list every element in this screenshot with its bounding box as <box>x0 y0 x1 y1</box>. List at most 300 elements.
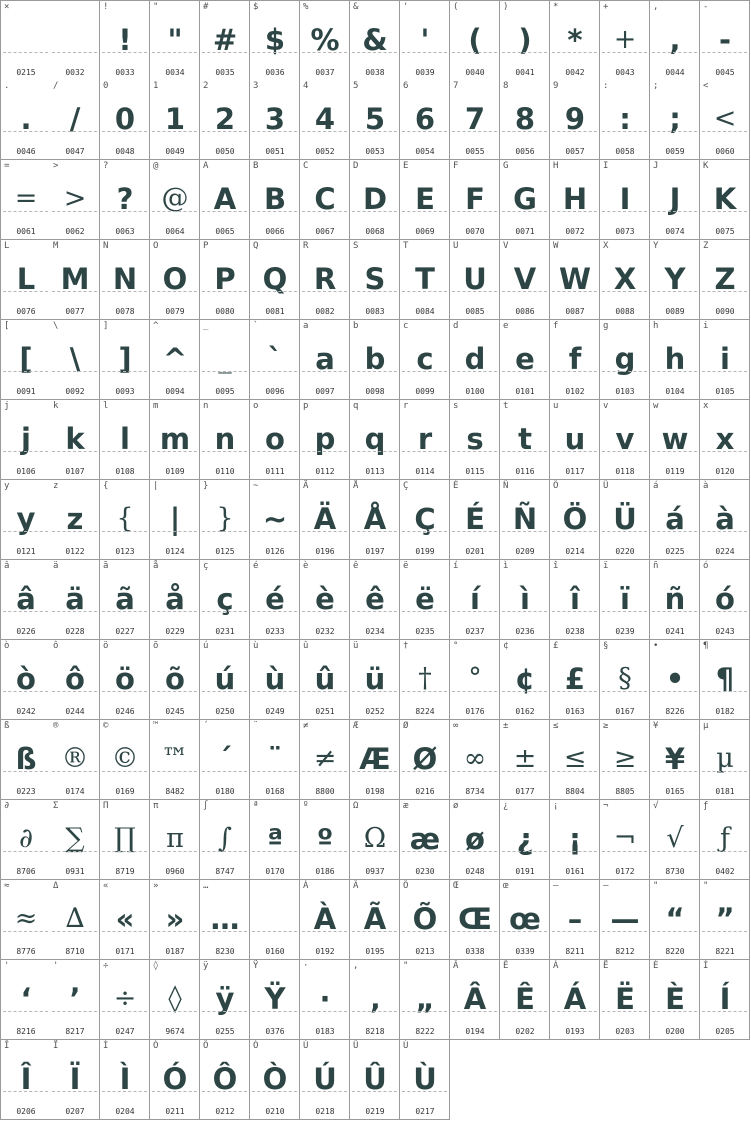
glyph-cell <box>650 880 700 960</box>
glyph-cell <box>450 240 500 320</box>
glyph-sample: K <box>713 182 737 216</box>
glyph-cell <box>300 80 350 160</box>
glyph-sample: X <box>613 262 637 296</box>
char-code: 0036 <box>265 68 285 77</box>
glyph-sample: , <box>669 23 681 57</box>
glyph-sample: å <box>165 582 185 616</box>
glyph-sample: 6 <box>414 102 436 136</box>
char-code: 0198 <box>365 787 385 796</box>
glyph-label: ¥ <box>653 721 659 731</box>
baseline-guide <box>102 611 147 612</box>
char-code: 0060 <box>715 147 735 156</box>
baseline-guide <box>552 691 597 692</box>
char-code: 0071 <box>515 227 535 236</box>
char-code: 0113 <box>365 467 385 476</box>
glyph-sample: ó <box>715 582 735 616</box>
glyph-sample: ÿ <box>215 982 235 1016</box>
glyph-cell <box>600 480 650 560</box>
glyph-label: M <box>53 241 59 251</box>
char-code: 0096 <box>265 387 285 396</box>
glyph-cell <box>600 560 650 640</box>
glyph-label: # <box>203 2 209 12</box>
glyph-label: O <box>153 241 159 251</box>
baseline-guide <box>552 851 597 852</box>
glyph-cell <box>50 480 100 560</box>
glyph-label: I <box>603 161 609 171</box>
char-code: 0167 <box>615 707 635 716</box>
glyph-label: N <box>103 241 109 251</box>
baseline-guide <box>302 851 347 852</box>
char-code: 0376 <box>265 1027 285 1036</box>
glyph-label: > <box>53 161 59 171</box>
glyph-sample: π <box>166 823 184 854</box>
baseline-guide <box>452 611 497 612</box>
glyph-cell <box>0 240 51 320</box>
char-code: 0207 <box>65 1107 85 1116</box>
glyph-sample: ∆ <box>65 903 85 934</box>
glyph-sample: z <box>66 502 84 536</box>
char-code: 8747 <box>215 867 235 876</box>
glyph-cell <box>150 720 200 800</box>
char-code: 8217 <box>65 1027 85 1036</box>
glyph-cell <box>650 560 700 640</box>
glyph-sample: Ì <box>119 1062 131 1096</box>
glyph-cell <box>650 80 700 160</box>
char-code: 0160 <box>265 947 285 956</box>
glyph-sample: õ <box>165 662 185 696</box>
baseline-guide <box>402 531 447 532</box>
glyph-label: ∫ <box>203 801 209 811</box>
glyph-sample: ! <box>118 23 132 57</box>
glyph-cell <box>400 320 450 400</box>
glyph-sample: … <box>210 902 240 936</box>
baseline-guide <box>702 611 747 612</box>
char-code: 0085 <box>465 307 485 316</box>
char-code: 0104 <box>665 387 685 396</box>
glyph-cell <box>550 720 600 800</box>
glyph-cell <box>550 160 600 240</box>
glyph-label: ã <box>103 561 109 571</box>
baseline-guide <box>3 691 48 692</box>
baseline-guide <box>3 291 48 292</box>
char-code: 0094 <box>165 387 185 396</box>
glyph-label: Y <box>653 241 659 251</box>
char-code: 0120 <box>715 467 735 476</box>
baseline-guide <box>302 371 347 372</box>
glyph-sample: Í <box>719 982 731 1016</box>
glyph-cell <box>0 80 51 160</box>
glyph-label: h <box>653 321 659 331</box>
glyph-sample: ü <box>364 662 386 696</box>
glyph-cell <box>150 800 200 880</box>
glyph-cell <box>500 80 550 160</box>
baseline-guide <box>202 1091 247 1092</box>
glyph-cell <box>200 240 250 320</box>
glyph-sample: V <box>513 262 537 296</box>
glyph-sample: æ <box>409 822 441 856</box>
baseline-guide <box>252 371 297 372</box>
baseline-guide <box>502 691 547 692</box>
glyph-cell <box>350 560 400 640</box>
glyph-label: ! <box>103 2 109 12</box>
baseline-guide <box>702 211 747 212</box>
baseline-guide <box>102 931 147 932</box>
glyph-sample: > <box>63 183 87 214</box>
glyph-cell <box>100 960 150 1040</box>
glyph-sample: Ò <box>262 1062 288 1096</box>
glyph-label: Â <box>453 961 459 971</box>
glyph-label: f <box>553 321 559 331</box>
char-code: 0232 <box>315 627 335 636</box>
glyph-cell <box>400 480 450 560</box>
glyph-label: ≈ <box>4 881 10 891</box>
char-code: 0176 <box>465 707 485 716</box>
baseline-guide <box>302 451 347 452</box>
glyph-cell <box>650 240 700 320</box>
glyph-label: W <box>553 241 559 251</box>
glyph-cell <box>350 400 400 480</box>
glyph-label: m <box>153 401 159 411</box>
baseline-guide <box>702 851 747 852</box>
baseline-guide <box>52 131 97 132</box>
char-code: 0196 <box>315 547 335 556</box>
char-code: 0066 <box>265 227 285 236</box>
baseline-guide <box>652 531 697 532</box>
glyph-cell <box>700 720 750 800</box>
glyph-cell <box>550 80 600 160</box>
baseline-guide <box>3 211 48 212</box>
char-code: 0202 <box>515 1027 535 1036</box>
char-code: 0058 <box>615 147 635 156</box>
baseline-guide <box>302 291 347 292</box>
glyph-cell <box>200 320 250 400</box>
glyph-cell <box>0 400 51 480</box>
char-code: 0220 <box>615 547 635 556</box>
char-code: 0227 <box>115 627 135 636</box>
baseline-guide <box>502 291 547 292</box>
char-code: 0217 <box>415 1107 435 1116</box>
glyph-sample: Œ <box>458 902 492 936</box>
glyph-label: · <box>303 961 309 971</box>
char-code: 0082 <box>315 307 335 316</box>
glyph-label: q <box>353 401 359 411</box>
glyph-label: ì <box>503 561 509 571</box>
baseline-guide <box>602 52 647 53</box>
char-code: 0255 <box>215 1027 235 1036</box>
baseline-guide <box>52 931 97 932</box>
baseline-guide <box>252 771 297 772</box>
glyph-label: ^ <box>153 321 159 331</box>
glyph-label: ≠ <box>303 721 309 731</box>
glyph-label: @ <box>153 161 159 171</box>
glyph-cell <box>650 160 700 240</box>
baseline-guide <box>652 371 697 372</box>
glyph-label: n <box>203 401 209 411</box>
char-code: 0074 <box>665 227 685 236</box>
baseline-guide <box>202 451 247 452</box>
glyph-sample: ; <box>669 102 681 136</box>
char-code: 0126 <box>265 547 285 556</box>
glyph-sample: √ <box>666 823 684 854</box>
char-code: 0111 <box>265 467 285 476</box>
glyph-cell <box>350 800 400 880</box>
char-code: 0199 <box>415 547 435 556</box>
char-code: 0124 <box>165 547 185 556</box>
glyph-sample: œ <box>509 902 541 936</box>
glyph-label: l <box>103 401 109 411</box>
baseline-guide <box>102 291 147 292</box>
glyph-label: • <box>653 641 659 651</box>
baseline-guide <box>652 451 697 452</box>
baseline-guide <box>502 131 547 132</box>
glyph-cell <box>250 640 300 720</box>
char-code: 0080 <box>215 307 235 316</box>
glyph-cell <box>600 80 650 160</box>
baseline-guide <box>402 211 447 212</box>
glyph-cell <box>200 960 250 1040</box>
glyph-cell <box>400 800 450 880</box>
char-code: 0061 <box>16 227 36 236</box>
glyph-cell <box>500 720 550 800</box>
glyph-label: x <box>703 401 709 411</box>
glyph-label: © <box>103 721 109 731</box>
glyph-label: * <box>553 2 559 12</box>
glyph-cell <box>700 480 750 560</box>
glyph-label: B <box>253 161 259 171</box>
glyph-label: R <box>303 241 309 251</box>
glyph-cell <box>0 720 51 800</box>
glyph-sample: q <box>364 422 386 456</box>
char-code: 0035 <box>215 68 235 77</box>
glyph-sample: J <box>669 182 681 216</box>
char-code: 0228 <box>65 627 85 636</box>
char-code: 0050 <box>215 147 235 156</box>
baseline-guide <box>152 851 197 852</box>
glyph-cell <box>100 240 150 320</box>
baseline-guide <box>552 931 597 932</box>
glyph-label: " <box>403 961 409 971</box>
glyph-sample: < <box>713 103 737 134</box>
baseline-guide <box>502 611 547 612</box>
baseline-guide <box>702 931 747 932</box>
glyph-sample: ì <box>520 582 530 616</box>
baseline-guide <box>402 371 447 372</box>
glyph-label: C <box>303 161 309 171</box>
glyph-label: À <box>303 881 309 891</box>
char-code: 0218 <box>315 1107 335 1116</box>
glyph-label: Ü <box>603 481 609 491</box>
glyph-cell <box>250 400 300 480</box>
baseline-guide <box>402 131 447 132</box>
glyph-cell <box>300 640 350 720</box>
glyph-cell <box>650 0 700 81</box>
char-code: 0051 <box>265 147 285 156</box>
char-code: 0095 <box>215 387 235 396</box>
glyph-cell <box>200 640 250 720</box>
glyph-sample: k <box>65 422 85 456</box>
glyph-cell <box>100 720 150 800</box>
glyph-label: r <box>403 401 409 411</box>
glyph-sample: R <box>313 262 337 296</box>
char-code: 0062 <box>65 227 85 236</box>
glyph-cell <box>50 0 100 81</box>
glyph-label: y <box>4 481 10 491</box>
glyph-label: é <box>253 561 259 571</box>
glyph-sample: P <box>214 262 236 296</box>
glyph-cell <box>50 720 100 800</box>
char-code: 0072 <box>565 227 585 236</box>
glyph-cell <box>250 880 300 960</box>
glyph-cell <box>150 640 200 720</box>
glyph-label: Ø <box>403 721 409 731</box>
glyph-label: D <box>353 161 359 171</box>
glyph-label: π <box>153 801 159 811</box>
baseline-guide <box>102 691 147 692</box>
char-code: 0084 <box>415 307 435 316</box>
char-code: 0075 <box>715 227 735 236</box>
baseline-guide <box>202 691 247 692</box>
glyph-sample: ≥ <box>613 743 637 774</box>
glyph-label: Ñ <box>503 481 509 491</box>
baseline-guide <box>152 291 197 292</box>
glyph-label: á <box>653 481 659 491</box>
glyph-cell <box>700 320 750 400</box>
glyph-label: ' <box>53 961 59 971</box>
baseline-guide <box>602 611 647 612</box>
glyph-cell <box>100 880 150 960</box>
glyph-cell <box>600 0 650 81</box>
baseline-guide <box>452 531 497 532</box>
glyph-sample: À <box>313 902 337 936</box>
baseline-guide <box>452 451 497 452</box>
char-code: 0068 <box>365 227 385 236</box>
baseline-guide <box>52 771 97 772</box>
char-code: 0053 <box>365 147 385 156</box>
baseline-guide <box>552 771 597 772</box>
glyph-sample: ^ <box>162 342 188 376</box>
glyph-label: P <box>203 241 209 251</box>
glyph-cell <box>700 400 750 480</box>
char-code: 0225 <box>665 547 685 556</box>
baseline-guide <box>502 1011 547 1012</box>
baseline-guide <box>552 531 597 532</box>
glyph-cell <box>300 960 350 1040</box>
glyph-sample: U <box>463 262 487 296</box>
glyph-cell <box>600 880 650 960</box>
glyph-cell <box>300 320 350 400</box>
glyph-label: ç <box>203 561 209 571</box>
glyph-cell <box>500 160 550 240</box>
glyph-sample: / <box>69 102 81 136</box>
glyph-cell <box>400 720 450 800</box>
baseline-guide <box>302 931 347 932</box>
baseline-guide <box>452 52 497 53</box>
glyph-cell <box>650 400 700 480</box>
char-code: 0117 <box>565 467 585 476</box>
glyph-label: ' <box>4 961 10 971</box>
glyph-cell <box>150 960 200 1040</box>
glyph-sample: ± <box>513 743 537 774</box>
baseline-guide <box>602 851 647 852</box>
glyph-sample: 1 <box>164 102 186 136</box>
glyph-cell <box>50 800 100 880</box>
baseline-guide <box>52 851 97 852</box>
glyph-sample: ` <box>267 342 283 376</box>
glyph-label: } <box>203 481 209 491</box>
glyph-sample: y <box>16 502 36 536</box>
baseline-guide <box>702 771 747 772</box>
glyph-sample: é <box>265 582 285 616</box>
glyph-cell <box>150 1040 200 1120</box>
baseline-guide <box>602 931 647 932</box>
glyph-cell <box>550 240 600 320</box>
glyph-sample: ª <box>266 822 284 856</box>
char-code: 8719 <box>115 867 135 876</box>
char-code: 0099 <box>415 387 435 396</box>
char-code: 0098 <box>365 387 385 396</box>
glyph-cell <box>450 80 500 160</box>
baseline-guide <box>252 52 297 53</box>
glyph-sample: Ÿ <box>264 982 286 1016</box>
glyph-sample: E <box>415 182 435 216</box>
glyph-sample: † <box>418 663 432 694</box>
char-code: 0209 <box>515 547 535 556</box>
baseline-guide <box>602 1011 647 1012</box>
glyph-sample: t <box>518 422 532 456</box>
char-code: 0937 <box>365 867 385 876</box>
char-code: 0215 <box>16 68 36 77</box>
baseline-guide <box>352 52 397 53</box>
char-code: 8710 <box>65 947 85 956</box>
glyph-label: 6 <box>403 81 409 91</box>
baseline-guide <box>552 131 597 132</box>
glyph-sample: ¶ <box>715 662 735 696</box>
char-code: 0183 <box>315 1027 335 1036</box>
char-code: 0250 <box>215 707 235 716</box>
glyph-label: ™ <box>153 721 159 731</box>
glyph-label: & <box>353 2 359 12</box>
glyph-label: ° <box>453 641 459 651</box>
char-code: 0231 <box>215 627 235 636</box>
glyph-cell <box>650 960 700 1040</box>
glyph-cell <box>150 160 200 240</box>
baseline-guide <box>202 931 247 932</box>
baseline-guide <box>202 211 247 212</box>
baseline-guide <box>602 771 647 772</box>
glyph-sample: u <box>564 422 586 456</box>
glyph-sample: \ <box>69 342 81 376</box>
glyph-label: ® <box>53 721 59 731</box>
baseline-guide <box>202 52 247 53</box>
char-code: 0100 <box>465 387 485 396</box>
char-code: 0070 <box>465 227 485 236</box>
char-code: 0101 <box>515 387 535 396</box>
glyph-label: Û <box>353 1041 359 1051</box>
glyph-cell <box>400 160 450 240</box>
glyph-sample: Æ <box>359 742 391 776</box>
glyph-cell <box>400 80 450 160</box>
glyph-cell <box>100 320 150 400</box>
char-code: 0187 <box>165 947 185 956</box>
glyph-sample: Ü <box>613 502 637 536</box>
glyph-cell <box>450 480 500 560</box>
glyph-cell <box>150 80 200 160</box>
baseline-guide <box>52 371 97 372</box>
glyph-label: ¿ <box>503 801 509 811</box>
glyph-sample: ¨ <box>267 742 283 776</box>
glyph-sample: ' <box>420 23 430 57</box>
baseline-guide <box>252 611 297 612</box>
